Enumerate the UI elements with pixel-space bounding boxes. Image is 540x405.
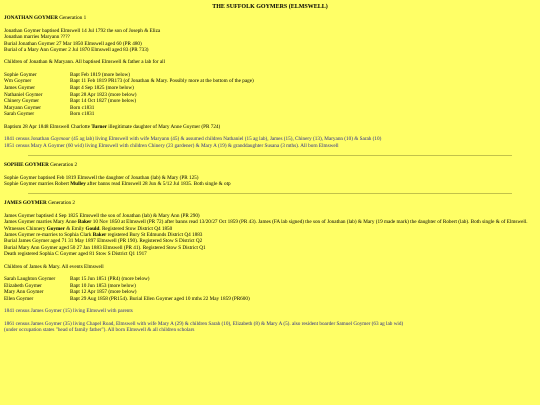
heading-generation: Generation 2 <box>48 200 76 207</box>
heading-generation: Generation 1 <box>59 15 87 22</box>
section-divider <box>28 193 512 194</box>
child-name: Sophie Goymer <box>4 71 37 78</box>
child-info: Born c1831 <box>70 104 95 111</box>
text-line: Burial of a Mary Ann Goymer 2 Jul 1870 Elmswell aged 83 (PR 733) <box>4 47 149 54</box>
text-line: Death registered Sophia C Goymer aged 81 Stow S District Q1 1917 <box>4 251 147 258</box>
table-row <box>4 289 250 296</box>
baptism-note: Baptism 28 Apr 1848 Elmswell Charlotte Turner illegitimate daughter of Mary Anne Goymer (PR 724) <box>4 124 221 130</box>
text-line: Burial Mary Ann Goymer aged 50 27 Jan 1883 Elmswell (PR 41). Registered Stow S District Q1 <box>4 244 206 251</box>
census-1841-james: 1841 census James Goymer (15) living Elmswell with parents <box>4 308 133 315</box>
child-info: Bapt Feb 1819 (more below) <box>70 71 130 78</box>
child-name: Maryann Goymer <box>4 104 42 111</box>
text-line: Sophie Goymer marries Robert Mulley after banns read Elmswell 28 Jun & 5/12 Jul 1835. Both single & otp <box>4 181 231 188</box>
children-intro: Children of James & Mary. All events Elmswell <box>4 263 104 270</box>
text-line: Sophie Goymer baptised Feb 1819 Elmswell the daughter of Jonathan (lab) & Mary (PR 125) <box>4 174 199 181</box>
child-name: Chinery Goymer <box>4 98 40 105</box>
child-name: Mary Ann Goymer <box>4 289 44 296</box>
heading-name: SOPHIE GOYMER <box>4 162 49 169</box>
heading-generation: Generation 2 <box>50 162 78 169</box>
child-info: Bapt 15 Jun 1851 (PR4) (more below) <box>70 276 150 283</box>
text-line: Burial James Goymer aged 71 31 May 1897 Elmswell (PR 190). Registered Stow S District Q2 <box>4 238 203 245</box>
child-name: Wm Goymer <box>4 78 32 85</box>
section-divider <box>28 155 512 156</box>
child-name: James Goymer <box>4 85 35 92</box>
child-info: Bapt 12 Apr 1857 (more below) <box>70 289 137 296</box>
child-info: Bapt 11 Feb 1819 PR173 (of Jonathan & Mary. Possibly more at the bottom of the page) <box>70 78 254 85</box>
child-name: Elizabeth Goymer <box>4 282 42 289</box>
child-name: Nathaniel Goymer <box>4 91 43 98</box>
section-heading-james <box>4 200 536 206</box>
remarriage-note: James Goymer re-marries to Sophia Clark Baker registered Bury St Edmunds District Q4 1883 <box>4 232 203 239</box>
census-1841: 1841 census Jonathan Gaymour (45 ag lab) living Elmswell with wife Maryann (45) & assumed children Nathaniel (15 ag lab), James (15), Chinery (13), Maryann (10) & Sarah (10) <box>4 136 382 143</box>
text-line: Jonathan marries Maryann ???? <box>4 34 70 41</box>
heading-name: JONATHAN GOYMER <box>4 15 58 22</box>
child-info: Born c1831 <box>70 111 95 118</box>
heading-name: JAMES GOYMER <box>4 200 47 207</box>
table-row <box>4 296 250 303</box>
child-info: Bapt 29 Aug 1858 (PR154). Burial Ellen Goymer aged 10 mths 22 May 1859 (PR600) <box>70 295 250 302</box>
table-row <box>4 105 254 112</box>
child-name: Ellen Goymer <box>4 295 34 302</box>
census-1861-james: 1861 census James Goymer (35) living Chapel Road, Elmswell with wife Mary A (29) & children Sarah (10), Elizabeth (8) & Mary A (5). also resident boarder Samuel Goymer (63 ag lab wid) <box>4 320 404 327</box>
child-info: Bapt 14 Oct 1827 (more below) <box>70 98 137 105</box>
section-heading-jonathan <box>4 15 536 21</box>
table-row <box>4 98 254 105</box>
child-info: Bapt 28 Apr 1823 (more below) <box>70 91 137 98</box>
page-title: THE SUFFOLK GOYMERS (ELMSWELL) <box>212 4 328 10</box>
children-table-jonathan <box>4 72 254 118</box>
child-name: Sarah Goymer <box>4 111 35 118</box>
child-name: Sarah Laughton Goymer <box>4 276 56 283</box>
children-table-james <box>4 276 250 302</box>
table-row <box>4 85 254 92</box>
child-info: Bapt 4 Sep 1825 (more below) <box>70 85 134 92</box>
text-line: Jonathan Goymer baptised Elmswell 14 Jul 1792 the son of Joseph & Eliza <box>4 27 161 34</box>
table-row <box>4 276 250 283</box>
census-1861-james-cont: (under occupation states "head of family father"). All born Elmswell & all children scholars <box>4 327 195 334</box>
marriage-note: James Goymer marries Mary Anne Baker 10 Nov 1850 at Elmswell (PR 72) after banns read 13/20/27 Oct 1859 (PR 43). James (FA lab signed) the son of Jonathan (lab) & Mary (19 made mark) the daughter of Robert (lab). Both single & of Elmswell. Witnesses Chinnery Goymer & Emily Gould. Registered Stow District Q4 1850 <box>4 219 528 232</box>
text-line: Burial Jonathan Goymer 27 Mar 1850 Elmswell aged 60 (PR 480) <box>4 40 142 47</box>
children-intro: Children of Jonathan & Maryann. All baptised Elmswell & father a lab for all <box>4 59 166 66</box>
text-line: James Goymer baptised 4 Sep 1825 Elmswell the son of Jonathan (lab) & Mary Ann (PR 290) <box>4 212 200 219</box>
child-info: Bapt 10 Jun 1853 (more below) <box>70 282 136 289</box>
section-heading-sophie <box>4 162 536 168</box>
table-row <box>4 111 254 118</box>
census-1851: 1851 census Mary A Goymer (60 wid) living Elmswell with children Chinery (23 gardener) & Mary A (19) & granddaughter Susana (3 mths). All born Elmswell <box>4 142 339 149</box>
